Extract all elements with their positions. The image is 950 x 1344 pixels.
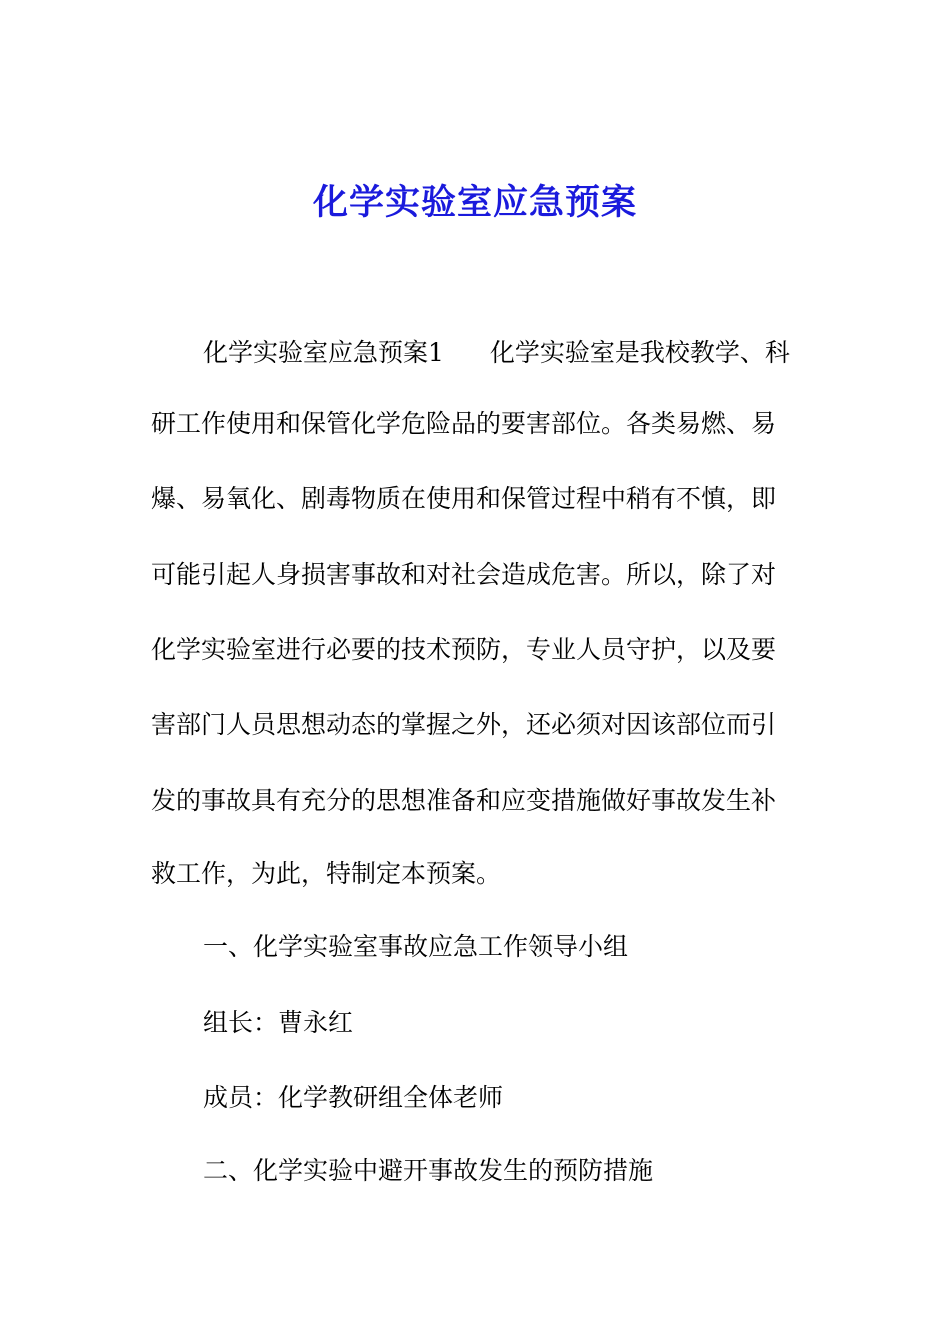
- document-title: 化学实验室应急预案: [312, 183, 637, 223]
- paragraph-line: 可能引起人身损害事故和对社会造成危害。所以，除了对: [151, 560, 777, 589]
- section1-members: 成员：化学教研组全体老师: [203, 1083, 504, 1112]
- intro-heading: 化学实验室应急预案1: [203, 338, 444, 367]
- paragraph-line: 救工作，为此，特制定本预案。: [151, 859, 502, 888]
- intro-line-1: 化学实验室是我校教学、科: [489, 338, 790, 367]
- section2-heading: 二、化学实验中避开事故发生的预防措施: [203, 1156, 654, 1185]
- paragraph-line: 化学实验室进行必要的技术预防，专业人员守护，以及要: [151, 635, 777, 664]
- paragraph-line: 害部门人员思想动态的掌握之外，还必须对因该部位而引: [151, 710, 777, 739]
- paragraph-line: 爆、易氧化、剧毒物质在使用和保管过程中稍有不慎，即: [151, 484, 777, 513]
- intro-first-line: [203, 335, 863, 371]
- section1-leader: 组长：曹永红: [203, 1008, 354, 1037]
- paragraph-line: 发的事故具有充分的思想准备和应变措施做好事故发生补: [151, 786, 777, 815]
- section1-heading: 一、化学实验室事故应急工作领导小组: [203, 932, 629, 961]
- paragraph-line: 研工作使用和保管化学危险品的要害部位。各类易燃、易: [151, 409, 777, 438]
